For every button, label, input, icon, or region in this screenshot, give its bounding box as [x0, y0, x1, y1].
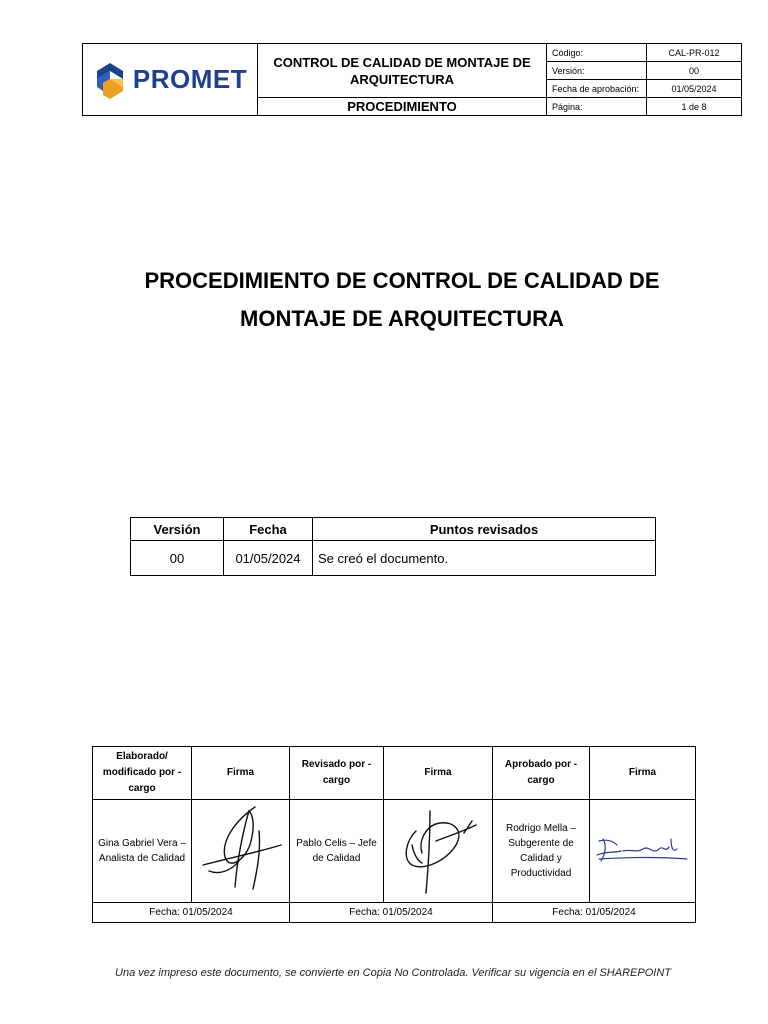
signature-3: [590, 800, 696, 903]
logo-cell: [83, 44, 258, 116]
revisado-name: Pablo Celis – Jefe de Calidad: [290, 800, 384, 903]
approvals-header-firma-2: Firma: [384, 747, 493, 800]
version-header-version: Versión: [131, 518, 224, 541]
header-doc-title: CONTROL DE CALIDAD DE MONTAJE DE ARQUITECTURA: [258, 44, 547, 98]
elaborado-date: Fecha: 01/05/2024: [93, 903, 290, 923]
signature-2: [384, 800, 493, 903]
approvals-header-aprobado: Aprobado por - cargo: [493, 747, 590, 800]
approvals-header-firma-1: Firma: [192, 747, 290, 800]
aprobado-name: Rodrigo Mella – Subgerente de Calidad y Productividad: [493, 800, 590, 903]
document-title: [80, 262, 724, 338]
revisado-date: Fecha: 01/05/2024: [290, 903, 493, 923]
document-title-line1: PROCEDIMIENTO DE CONTROL DE CALIDAD DE: [144, 268, 660, 293]
version-date-cell: 01/05/2024: [224, 541, 313, 576]
header-doc-type: PROCEDIMIENTO: [258, 98, 547, 116]
footer-note: Una vez impreso este documento, se convierte en Copia No Controlada. Verificar su vigencia en el SHAREPOINT: [115, 967, 671, 979]
version-notes-cell: Se creó el documento.: [313, 541, 656, 576]
field-value-version: 00: [647, 62, 742, 80]
approvals-header-revisado: Revisado por - cargo: [290, 747, 384, 800]
signature-image-2: [386, 801, 490, 897]
version-cell: 00: [131, 541, 224, 576]
document-title-line2: MONTAJE DE ARQUITECTURA: [240, 306, 564, 331]
promet-logo: [83, 61, 257, 99]
approvals-header-elaborado: Elaborado/ modificado por - cargo: [93, 747, 192, 800]
approvals-table: [92, 746, 696, 923]
field-label-pagina: Página:: [547, 98, 647, 116]
field-value-pagina: 1 de 8: [647, 98, 742, 116]
signature-image-1: [195, 801, 287, 897]
field-label-codigo: Código:: [547, 44, 647, 62]
table-row: [131, 541, 656, 576]
promet-logo-icon: [93, 61, 127, 99]
logo-text: PROMET: [132, 64, 248, 94]
approvals-header-firma-3: Firma: [590, 747, 696, 800]
field-value-fecha: 01/05/2024: [647, 80, 742, 98]
aprobado-date: Fecha: 01/05/2024: [493, 903, 696, 923]
field-value-codigo: CAL-PR-012: [647, 44, 742, 62]
field-label-fecha: Fecha de aprobación:: [547, 80, 647, 98]
signature-1: [192, 800, 290, 903]
elaborado-name: Gina Gabriel Vera – Analista de Calidad: [93, 800, 192, 903]
version-table: [130, 517, 656, 576]
document-header: [82, 43, 742, 116]
version-header-puntos: Puntos revisados: [313, 518, 656, 541]
signature-image-3: [593, 829, 693, 869]
field-label-version: Versión:: [547, 62, 647, 80]
version-header-fecha: Fecha: [224, 518, 313, 541]
